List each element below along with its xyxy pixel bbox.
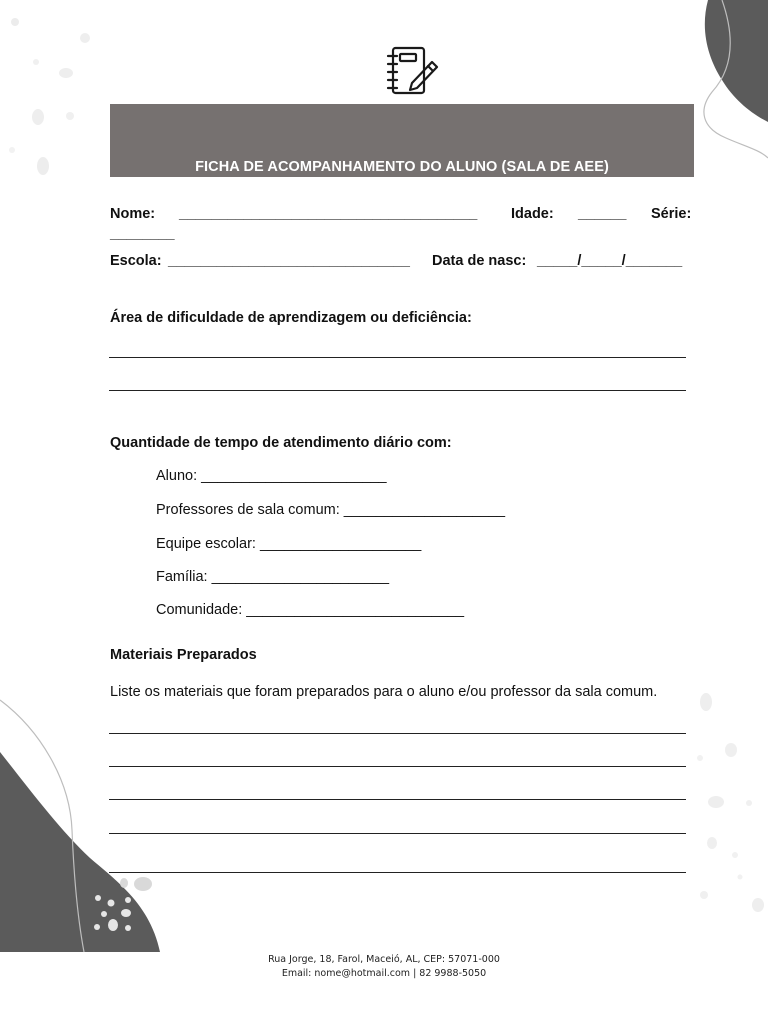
footer-address: Rua Jorge, 18, Farol, Maceió, AL, CEP: 57071-000 xyxy=(268,954,500,965)
birth-date-field[interactable]: _____/_____/_______ xyxy=(537,253,683,269)
top-right-curve xyxy=(704,0,768,158)
attendance-student-field[interactable]: Aluno: _______________________ xyxy=(156,468,387,484)
grade-label: Série: xyxy=(651,206,692,222)
difficulty-line-1[interactable] xyxy=(109,357,686,358)
birth-date-label: Data de nasc: xyxy=(432,253,527,269)
header-band xyxy=(110,104,694,177)
logo xyxy=(350,38,474,104)
name-label: Nome: xyxy=(110,206,156,222)
notebook-pencil-icon xyxy=(384,45,440,97)
attendance-community-field[interactable]: Comunidade: ___________________________ xyxy=(156,602,465,618)
materials-line-4[interactable] xyxy=(109,833,686,834)
school-label: Escola: xyxy=(110,253,162,269)
attendance-heading: Quantidade de tempo de atendimento diário com: xyxy=(110,435,452,451)
top-right-blob xyxy=(705,0,768,122)
attendance-teachers-field[interactable]: Professores de sala comum: ____________________ xyxy=(156,502,506,518)
name-field[interactable]: _____________________________________ xyxy=(179,206,478,222)
materials-instruction: Liste os materiais que foram preparados para o aluno e/ou professor da sala comum. xyxy=(110,684,658,700)
bottom-left-blob xyxy=(0,752,160,952)
grade-field[interactable]: ________ xyxy=(110,226,175,242)
materials-heading: Materiais Preparados xyxy=(110,647,257,663)
difficulty-line-2[interactable] xyxy=(109,390,686,391)
age-field[interactable]: ______ xyxy=(578,206,627,222)
materials-line-1[interactable] xyxy=(109,733,686,734)
bottom-left-curve xyxy=(0,700,84,952)
difficulty-heading: Área de dificuldade de aprendizagem ou deficiência: xyxy=(110,310,472,326)
form-title: FICHA DE ACOMPANHAMENTO DO ALUNO (SALA DE AEE) xyxy=(195,159,609,175)
attendance-family-field[interactable]: Família: ______________________ xyxy=(156,569,390,585)
age-label: Idade: xyxy=(511,206,554,222)
footer-contact: Email: nome@hotmail.com | 82 9988-5050 xyxy=(281,968,487,979)
materials-line-3[interactable] xyxy=(109,799,686,800)
materials-line-5[interactable] xyxy=(109,872,686,873)
materials-line-2[interactable] xyxy=(109,766,686,767)
attendance-school-team-field[interactable]: Equipe escolar: ____________________ xyxy=(156,536,422,552)
school-field[interactable]: ______________________________ xyxy=(168,253,410,269)
